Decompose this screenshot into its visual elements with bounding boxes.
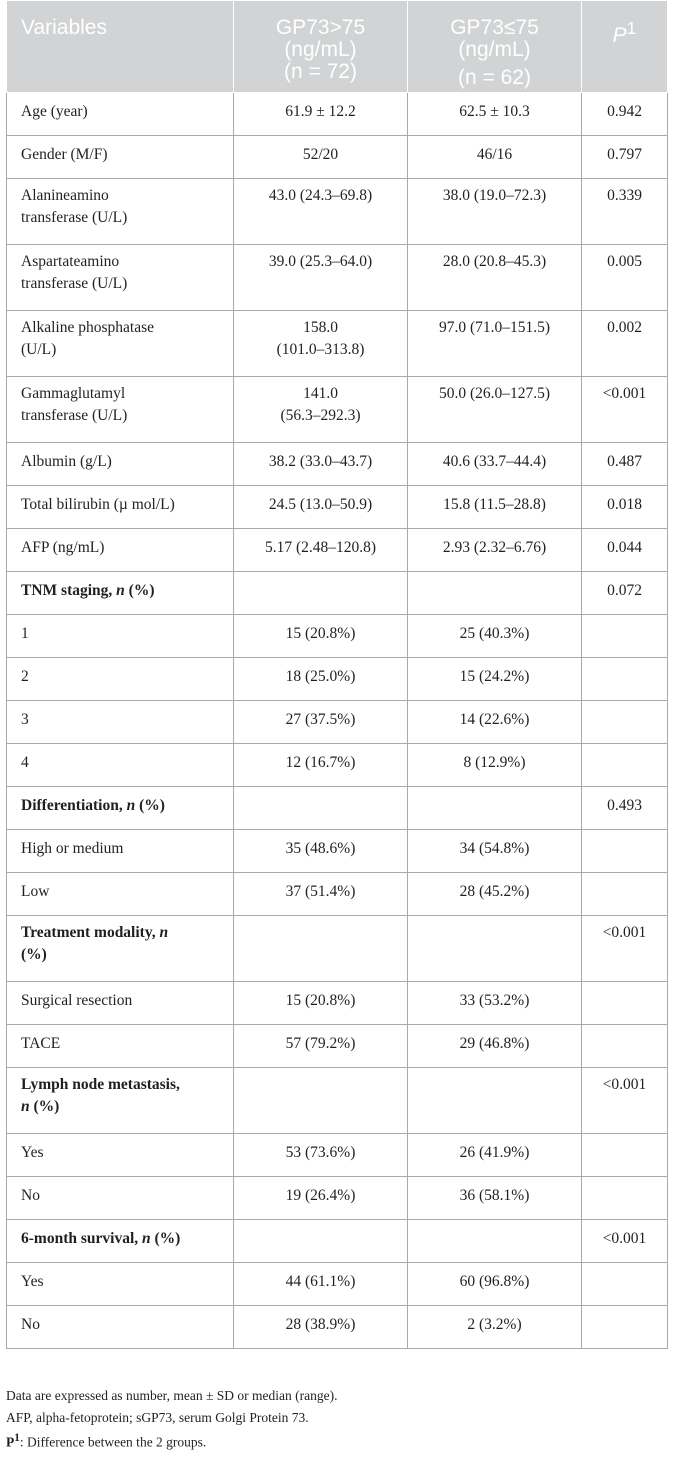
cell-text: Albumin (g/L): [21, 453, 112, 470]
table-row: [7, 1263, 668, 1306]
cell-text: Lymph node metastasis,: [21, 1076, 180, 1093]
cell-text: TNM staging,: [21, 582, 117, 599]
table-row: [7, 1177, 668, 1220]
cell-p: [582, 830, 668, 873]
cell-group1: [234, 916, 408, 982]
cell-p: [582, 572, 668, 615]
cell-text: 12 (16.7%): [285, 754, 356, 771]
cell-text: (%): [124, 582, 155, 599]
cell-text: 25 (40.3%): [459, 625, 530, 642]
cell-text: 60 (96.8%): [459, 1273, 530, 1290]
cell-group1: [234, 615, 408, 658]
cell-group2: [408, 615, 582, 658]
table-row: [7, 136, 668, 179]
footnote-line: Data are expressed as number, mean ± SD or median (range).: [6, 1388, 338, 1403]
cell-p: [582, 744, 668, 787]
cell-text: 46/16: [476, 146, 513, 163]
cell-group2: [408, 916, 582, 982]
table-section-row: [7, 572, 668, 615]
cell-text-line1: Alanineamino: [21, 187, 109, 204]
cell-text: 0.493: [607, 797, 642, 814]
cell-text: 0.339: [607, 187, 642, 204]
table-section-row: [7, 1220, 668, 1263]
table-row: [7, 311, 668, 377]
cell-text: Low: [21, 883, 50, 900]
footnote-p-text: : Difference between the 2 groups.: [19, 1434, 207, 1450]
cell-variable: [7, 93, 234, 136]
cell-variable: [7, 1306, 234, 1349]
cell-text: 50.0 (26.0–127.5): [438, 385, 551, 402]
cell-text: 40.6 (33.7–44.4): [442, 453, 547, 470]
cell-text: 0.797: [607, 146, 642, 163]
cell-text: AFP (ng/mL): [21, 539, 105, 556]
cell-variable: [7, 572, 234, 615]
cell-group1: [234, 1306, 408, 1349]
cell-variable: [7, 744, 234, 787]
cell-text: No: [21, 1316, 40, 1333]
cell-text: 2 (3.2%): [467, 1316, 522, 1333]
cell-text-italic: n: [21, 1098, 30, 1115]
cell-text-line2: transferase (U/L): [21, 209, 128, 226]
cell-group1: [234, 1134, 408, 1177]
cell-p: [582, 1177, 668, 1220]
cell-text: Total bilirubin (µ mol/L): [21, 496, 175, 513]
cell-text: 28.0 (20.8–45.3): [442, 253, 547, 270]
header-group1: [234, 1, 408, 93]
table-row: [7, 873, 668, 916]
cell-text: 36 (58.1%): [459, 1187, 530, 1204]
header-variables: [7, 1, 234, 93]
cell-p: [582, 311, 668, 377]
cell-group2: [408, 787, 582, 830]
cell-text-line1: Gammaglutamyl: [21, 385, 126, 402]
cell-text: 44 (61.1%): [285, 1273, 356, 1290]
cell-text: 1: [21, 625, 29, 642]
cell-group1: [234, 982, 408, 1025]
cell-group2: [408, 701, 582, 744]
cell-text: 52/20: [302, 146, 339, 163]
cell-text: <0.001: [602, 924, 647, 941]
table-row: [7, 443, 668, 486]
table-row: [7, 1306, 668, 1349]
cell-variable: [7, 701, 234, 744]
cell-group2: [408, 1068, 582, 1134]
cell-text: 0.072: [607, 582, 642, 599]
cell-text: 5.17 (2.48–120.8): [264, 539, 377, 556]
cell-group1: [234, 830, 408, 873]
cell-text: 38.2 (33.0–43.7): [268, 453, 373, 470]
cell-text-line1: Aspartateamino: [21, 253, 120, 270]
cell-text: Yes: [21, 1273, 44, 1290]
cell-group2: [408, 1306, 582, 1349]
header-variables-label: Variables: [21, 16, 107, 39]
cell-variable: [7, 830, 234, 873]
cell-variable: [7, 916, 234, 982]
cell-text: 0.002: [607, 319, 642, 336]
cell-text: 26 (41.9%): [459, 1144, 530, 1161]
cell-group1: [234, 701, 408, 744]
cell-p: [582, 377, 668, 443]
table-row: [7, 744, 668, 787]
header-group1-line1: GP73>75: [275, 16, 366, 39]
table-footnotes: [6, 1385, 338, 1453]
cell-p: [582, 529, 668, 572]
cell-text: 33 (53.2%): [459, 992, 530, 1009]
cell-group1: [234, 311, 408, 377]
cell-group2: [408, 1177, 582, 1220]
table-row: [7, 529, 668, 572]
cell-group2: [408, 136, 582, 179]
cell-text: 53 (73.6%): [285, 1144, 356, 1161]
cell-text: 19 (26.4%): [285, 1187, 356, 1204]
cell-group1: [234, 136, 408, 179]
cell-text: 43.0 (24.3–69.8): [268, 187, 373, 204]
table-row: [7, 701, 668, 744]
cell-p: [582, 701, 668, 744]
cell-variable: [7, 179, 234, 245]
cell-text: <0.001: [602, 1076, 647, 1093]
cell-text: 3: [21, 711, 29, 728]
cell-group1: [234, 1068, 408, 1134]
cell-text: 2.93 (2.32–6.76): [442, 539, 547, 556]
cell-text: 0.942: [607, 103, 642, 120]
cell-variable: [7, 1025, 234, 1068]
cell-group2: [408, 245, 582, 311]
cell-text: 61.9 ± 12.2: [285, 103, 356, 120]
cell-text: 27 (37.5%): [285, 711, 356, 728]
cell-text-italic: n: [159, 924, 169, 941]
cell-text: Surgical resection: [21, 992, 133, 1009]
cell-variable: [7, 1068, 234, 1134]
cell-p: [582, 486, 668, 529]
cell-group2: [408, 1263, 582, 1306]
cell-group1: [234, 873, 408, 916]
cell-text: 0.005: [607, 253, 642, 270]
cell-variable: [7, 658, 234, 701]
cell-text: <0.001: [602, 385, 647, 402]
cell-text: 6-month survival,: [21, 1230, 142, 1247]
table-row: [7, 179, 668, 245]
cell-text: 39.0 (25.3–64.0): [268, 253, 373, 270]
cell-group2: [408, 744, 582, 787]
cell-text: 35 (48.6%): [285, 840, 356, 857]
footnote-line: AFP, alpha-fetoprotein; sGP73, serum Golgi Protein 73.: [6, 1409, 309, 1425]
cell-group1: [234, 93, 408, 136]
cell-group2: [408, 93, 582, 136]
table-row: [7, 377, 668, 443]
table-row: [7, 830, 668, 873]
cell-variable: [7, 615, 234, 658]
cell-group2: [408, 572, 582, 615]
table-row: [7, 1134, 668, 1177]
cell-text: 38.0 (19.0–72.3): [442, 187, 547, 204]
cell-variable: [7, 1220, 234, 1263]
cell-text: Differentiation,: [21, 797, 127, 814]
header-group2-line1: GP73≤75: [450, 16, 539, 39]
cell-p: [582, 93, 668, 136]
cell-text: Treatment modality,: [21, 924, 160, 941]
cell-variable: [7, 1177, 234, 1220]
cell-variable: [7, 377, 234, 443]
cell-group2: [408, 830, 582, 873]
header-group2: [408, 1, 582, 93]
cell-group1: [234, 1177, 408, 1220]
cell-text: 34 (54.8%): [459, 840, 530, 857]
footnote-p-label: P: [6, 1434, 15, 1450]
cell-group2: [408, 1220, 582, 1263]
table-row: [7, 93, 668, 136]
cell-group1: [234, 443, 408, 486]
cell-p: [582, 443, 668, 486]
header-p-superscript: 1: [626, 18, 637, 38]
cell-text-line1: 141.0: [303, 385, 338, 402]
cell-text: 8 (12.9%): [463, 754, 526, 771]
cell-text: 0.044: [607, 539, 642, 556]
table-section-row: [7, 787, 668, 830]
cell-text: 97.0 (71.0–151.5): [438, 319, 551, 336]
cell-text-italic: n: [126, 797, 136, 814]
cell-variable: [7, 443, 234, 486]
cell-text-line2: (U/L): [21, 341, 57, 358]
cell-group1: [234, 179, 408, 245]
cell-text: 28 (38.9%): [285, 1316, 356, 1333]
cell-text: Yes: [21, 1144, 44, 1161]
cell-group1: [234, 744, 408, 787]
cell-text: 37 (51.4%): [285, 883, 356, 900]
cell-text: 15 (20.8%): [285, 625, 356, 642]
cell-variable: [7, 982, 234, 1025]
cell-group1: [234, 245, 408, 311]
cell-variable: [7, 1263, 234, 1306]
cell-p: [582, 1263, 668, 1306]
footnote-line: [6, 1428, 338, 1453]
cell-text: 2: [21, 668, 29, 685]
cell-text: (%): [150, 1230, 181, 1247]
cell-p: [582, 873, 668, 916]
cell-group2: [408, 873, 582, 916]
cell-group1: [234, 572, 408, 615]
cell-text: 18 (25.0%): [285, 668, 356, 685]
cell-group1: [234, 658, 408, 701]
table-row: [7, 245, 668, 311]
cell-text: 4: [21, 754, 29, 771]
cell-text-italic: n: [116, 582, 125, 599]
cell-variable: [7, 529, 234, 572]
cell-text: 62.5 ± 10.3: [459, 103, 530, 120]
cell-p: [582, 1220, 668, 1263]
cell-group1: [234, 1220, 408, 1263]
cell-text: Age (year): [21, 103, 88, 120]
cell-group1: [234, 1025, 408, 1068]
cell-group2: [408, 658, 582, 701]
cell-text: 15.8 (11.5–28.8): [443, 496, 546, 513]
cell-text: <0.001: [602, 1230, 647, 1247]
cell-group1: [234, 377, 408, 443]
data-table: [6, 0, 668, 1349]
cell-text: (%): [135, 797, 165, 814]
cell-p: [582, 982, 668, 1025]
cell-text: (%): [29, 1098, 60, 1115]
header-group2-line2: (ng/mL): [458, 38, 531, 61]
table-section-row: [7, 916, 668, 982]
cell-text: 14 (22.6%): [459, 711, 530, 728]
cell-group1: [234, 529, 408, 572]
cell-variable: [7, 136, 234, 179]
table-row: [7, 1025, 668, 1068]
cell-text: Gender (M/F): [21, 146, 108, 163]
cell-group2: [408, 377, 582, 443]
table-row: [7, 658, 668, 701]
cell-group2: [408, 443, 582, 486]
header-p-label: P: [612, 24, 627, 47]
cell-text: 57 (79.2%): [285, 1035, 356, 1052]
header-group1-line3: (n = 72): [284, 60, 357, 83]
cell-p: [582, 1306, 668, 1349]
cell-text: 0.487: [607, 453, 642, 470]
cell-text: 28 (45.2%): [459, 883, 530, 900]
cell-p: [582, 658, 668, 701]
cell-p: [582, 916, 668, 982]
cell-group2: [408, 311, 582, 377]
cell-text: High or medium: [21, 840, 124, 857]
cell-text: No: [21, 1187, 40, 1204]
table-row: [7, 982, 668, 1025]
cell-text: 15 (24.2%): [459, 668, 530, 685]
cell-text-italic: n: [142, 1230, 151, 1247]
cell-group1: [234, 1263, 408, 1306]
cell-text: (%): [21, 946, 47, 963]
cell-text-line2: transferase (U/L): [21, 407, 128, 424]
footnote-p-sup: 1: [14, 1432, 20, 1444]
cell-variable: [7, 311, 234, 377]
cell-group2: [408, 486, 582, 529]
table-section-row: [7, 1068, 668, 1134]
cell-group2: [408, 529, 582, 572]
cell-p: [582, 245, 668, 311]
cell-text-line2: transferase (U/L): [21, 275, 128, 292]
table-row: [7, 486, 668, 529]
cell-p: [582, 1134, 668, 1177]
cell-text: TACE: [21, 1035, 61, 1052]
header-p: [582, 1, 668, 93]
cell-group2: [408, 1025, 582, 1068]
cell-p: [582, 136, 668, 179]
table-row: [7, 615, 668, 658]
cell-variable: [7, 486, 234, 529]
cell-group2: [408, 179, 582, 245]
cell-p: [582, 787, 668, 830]
cell-variable: [7, 873, 234, 916]
header-group2-line3: (n = 62): [458, 66, 531, 89]
cell-text-line2: (101.0–313.8): [276, 341, 365, 358]
cell-group2: [408, 1134, 582, 1177]
cell-group1: [234, 486, 408, 529]
cell-variable: [7, 1134, 234, 1177]
header-group1-line2: (ng/mL): [284, 38, 357, 61]
cell-group2: [408, 982, 582, 1025]
cell-variable: [7, 245, 234, 311]
cell-group1: [234, 787, 408, 830]
cell-p: [582, 615, 668, 658]
cell-text-line2: (56.3–292.3): [280, 407, 361, 424]
cell-p: [582, 179, 668, 245]
cell-text: 15 (20.8%): [285, 992, 356, 1009]
table-header-row: [7, 1, 668, 93]
cell-text-line1: Alkaline phosphatase: [21, 319, 155, 336]
cell-p: [582, 1025, 668, 1068]
cell-text-line1: 158.0: [303, 319, 338, 336]
cell-text: 24.5 (13.0–50.9): [268, 496, 373, 513]
cell-text: 29 (46.8%): [459, 1035, 530, 1052]
cell-p: [582, 1068, 668, 1134]
cell-variable: [7, 787, 234, 830]
cell-text: 0.018: [607, 496, 642, 513]
